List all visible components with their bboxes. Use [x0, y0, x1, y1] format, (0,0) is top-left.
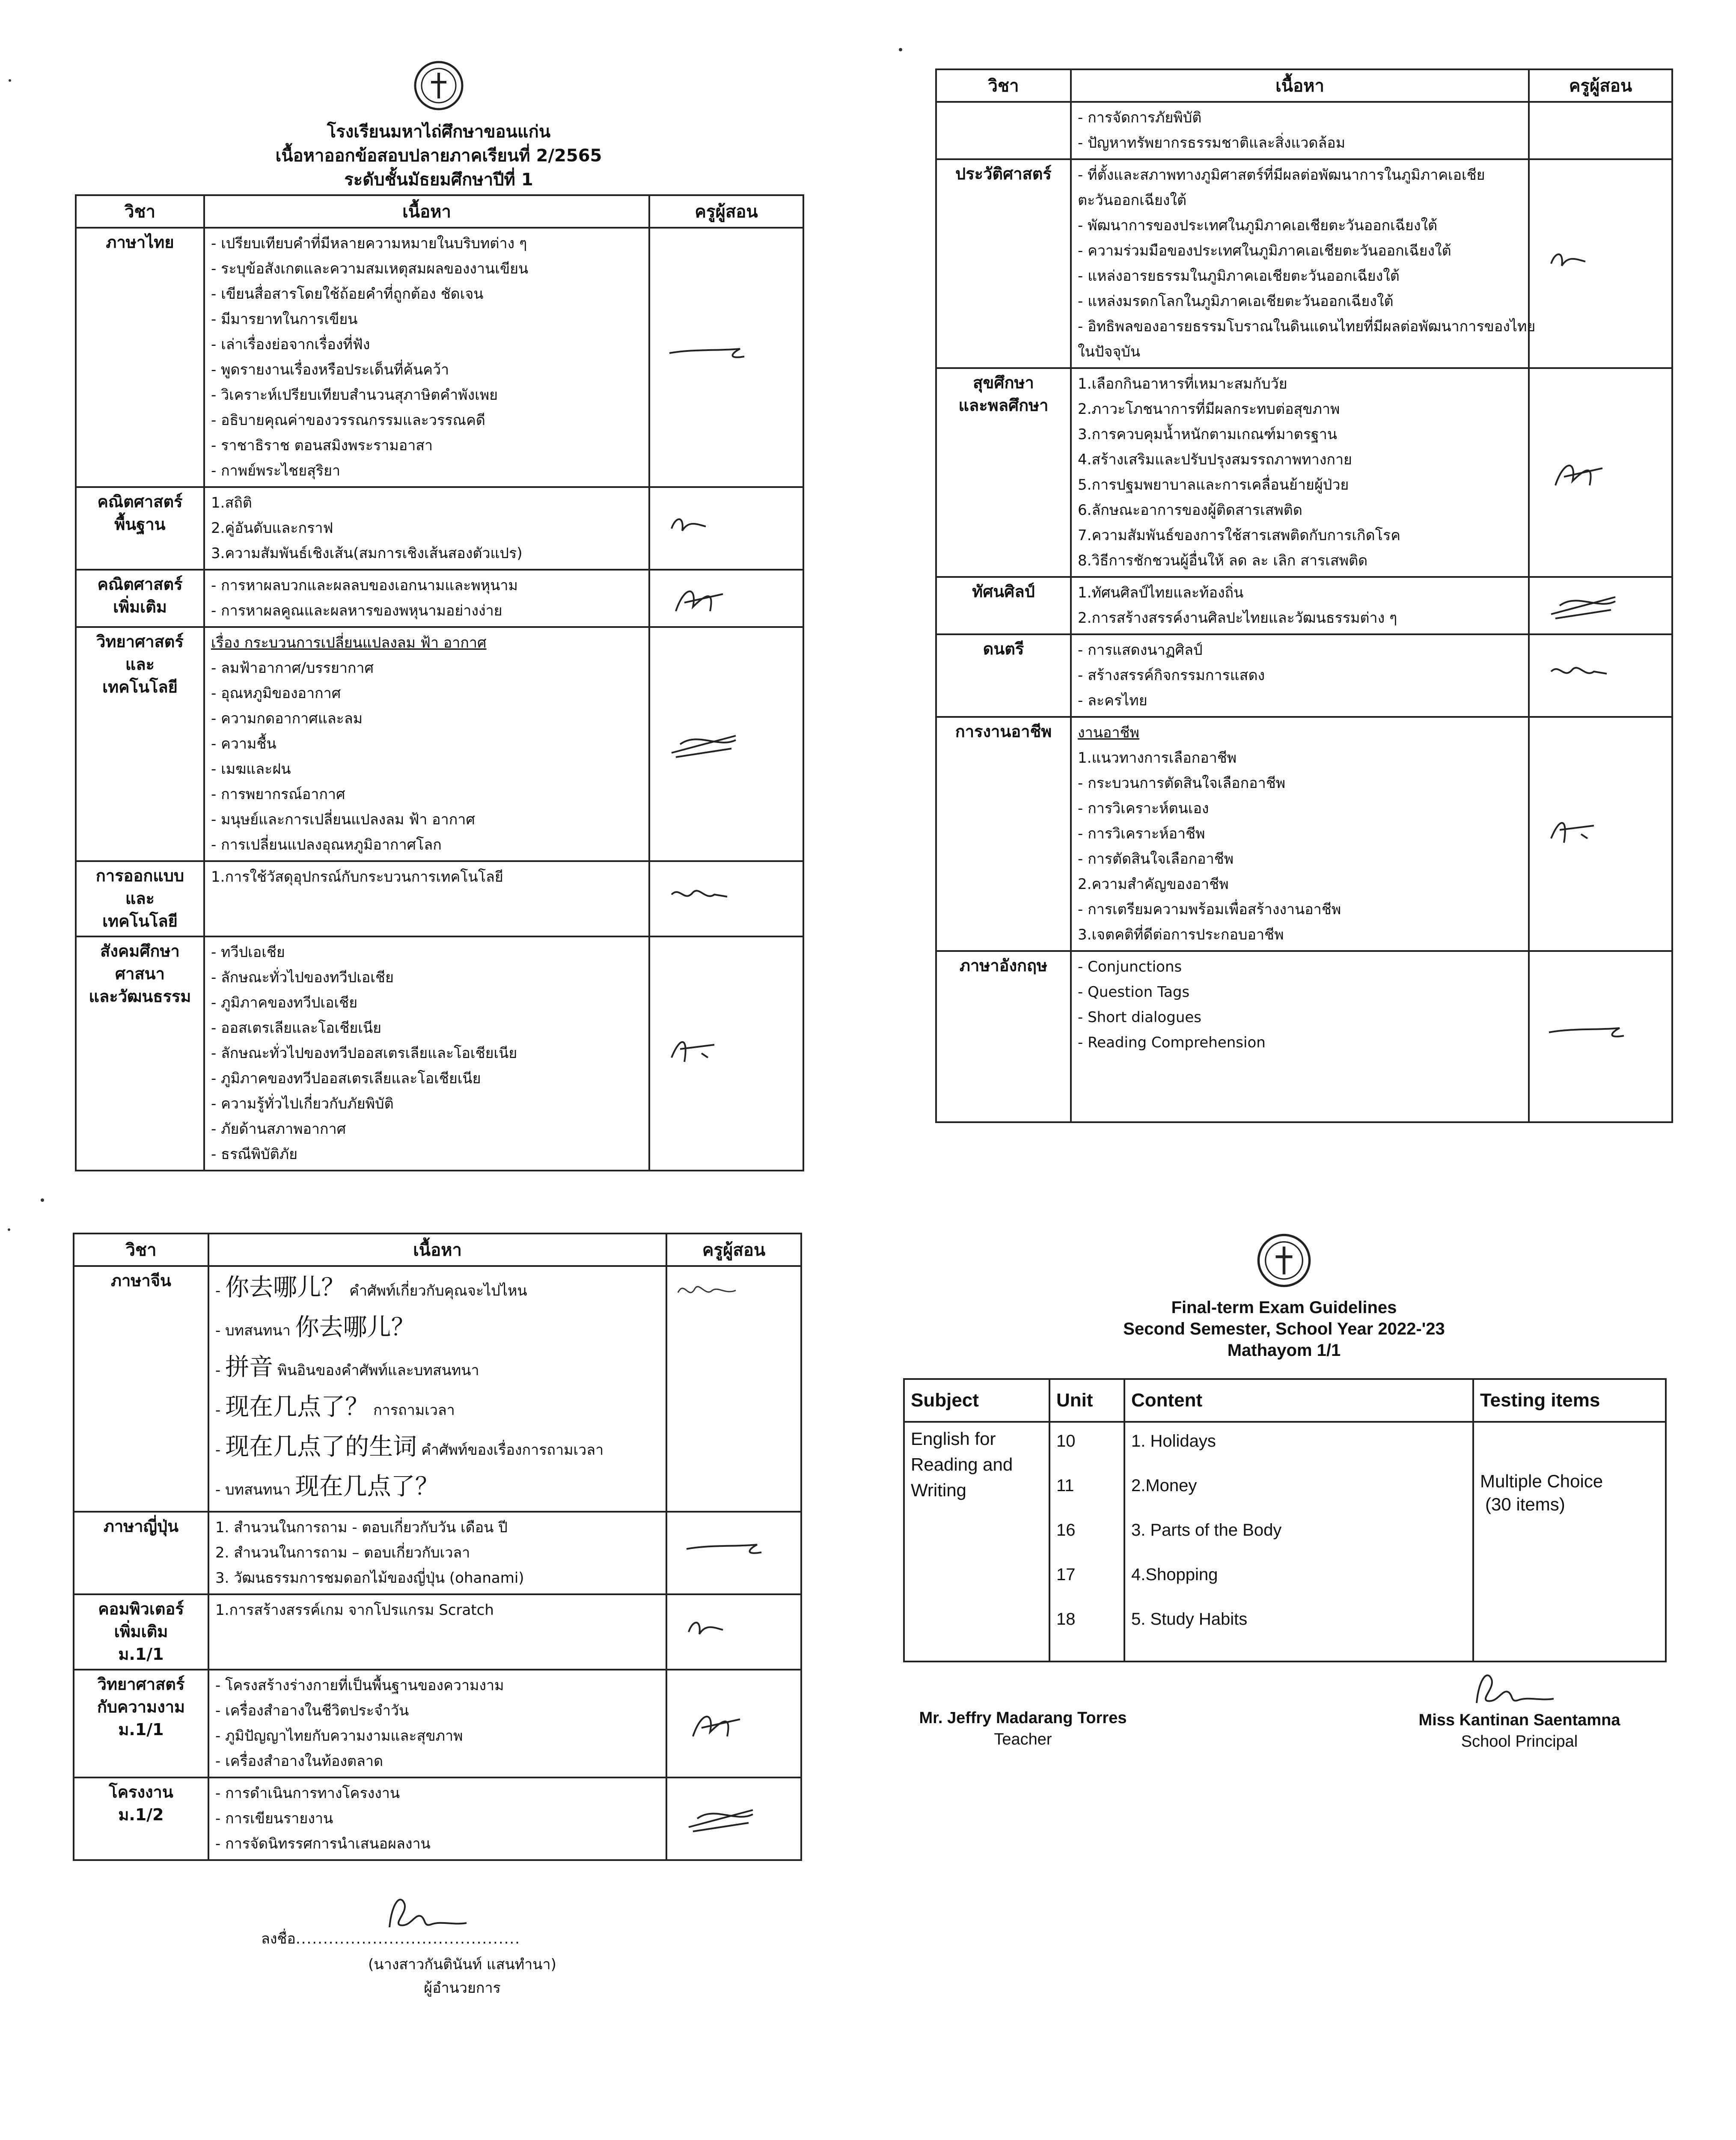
table-row [74, 1777, 801, 1860]
teacher-signature-cell [1529, 159, 1672, 368]
content-line: - ความกดอากาศและลม [211, 710, 363, 727]
table-row [936, 159, 1672, 368]
exam-content-panel-1 [75, 60, 803, 1171]
content-table [75, 194, 804, 1171]
subject-label: ม.1/2 [118, 1805, 164, 1824]
header-teacher: ครูผู้สอน [666, 1233, 801, 1266]
teacher-signature [1547, 1015, 1632, 1058]
teacher-signature [684, 1797, 770, 1840]
content-cell [208, 1777, 666, 1860]
teacher-role: Teacher [994, 1730, 1052, 1748]
table-row [936, 368, 1672, 577]
content-cell [204, 228, 649, 487]
content-line: - ความชื้น [211, 735, 276, 752]
content-line: - Conjunctions [1078, 958, 1182, 975]
content-line: - อิทธิพลของอารยธรรมโบราณในดินแดนไทยที่มีผลต่อพัฒนาการของไทย [1078, 318, 1536, 335]
content-line: - แหล่งมรดกโลกในภูมิภาคเอเชียตะวันออกเฉียงใต้ [1078, 293, 1394, 310]
teacher-signature-cell [649, 570, 803, 627]
unit-value: 18 [1056, 1610, 1076, 1629]
teacher-name: Mr. Jeffry Madarang Torres [919, 1709, 1127, 1727]
subject-label: ดนตรี [983, 639, 1024, 658]
content-line: - ปัญหาทรัพยากรธรรมชาติและสิ่งแวดล้อม [1078, 134, 1346, 152]
scan-speck [9, 79, 11, 82]
subject-label: เทคโนโลยี [102, 912, 178, 931]
subject-label: และวัฒนธรรม [89, 987, 191, 1006]
chinese-phrase: 现在几点了？ [225, 1393, 369, 1421]
teacher-signature-cell [1529, 951, 1672, 1122]
thai-description: คำศัพท์เกี่ยวกับคุณจะไปไหน [349, 1282, 527, 1299]
teacher-signature-cell [1529, 634, 1672, 717]
english-guidelines-panel [903, 1233, 1665, 1834]
table-row [936, 577, 1672, 634]
guidelines-title: Final-term Exam Guidelines [1171, 1298, 1397, 1317]
content-line: 7.ความสัมพันธ์ของการใช้สารเสพติดกับการเกิดโรค [1078, 527, 1400, 544]
teacher-signature [684, 1611, 770, 1653]
exam-subtitle: เนื้อหาออกข้อสอบปลายภาคเรียนที่ 2/2565 [275, 146, 602, 166]
content-line: 3.ความสัมพันธ์เชิงเส้น(สมการเชิงเส้นสองตัวแปร) [211, 545, 523, 562]
chinese-content-line [215, 1429, 660, 1468]
content-line: 2.คู่อันดับและกราฟ [211, 520, 333, 537]
teacher-signature-cell [666, 1777, 801, 1860]
scan-speck [41, 1198, 44, 1202]
chinese-phrase: 拼音 [225, 1353, 273, 1381]
content-line: - เล่าเรื่องย่อจากเรื่องที่ฟัง [211, 336, 370, 353]
content-line: - ภัยด้านสภาพอากาศ [211, 1120, 346, 1138]
content-item: 1. Holidays [1131, 1432, 1216, 1450]
content-cell [1071, 159, 1536, 368]
content-cell [1071, 577, 1529, 634]
table-row [936, 634, 1672, 717]
principal-name-thai: (นางสาวกันตินันท์ แสนทำนา) [368, 1956, 556, 1973]
content-line: - ภูมิภาคของทวีปเอเชีย [211, 994, 358, 1011]
content-cell [1071, 102, 1529, 159]
content-line: - โครงสร้างร่างกายที่เป็นพื้นฐานของความงาม [215, 1676, 504, 1694]
content-cell [204, 936, 649, 1171]
subject-label: สังคมศึกษา [100, 941, 180, 960]
teacher-signature [1547, 654, 1632, 697]
table-row [76, 228, 803, 487]
line-prefix: - [215, 1402, 226, 1419]
content-line: - ภูมิภาคของทวีปออสเตรเลียและโอเชียเนีย [211, 1070, 481, 1087]
subject-cell [74, 1670, 208, 1777]
content-line: - Short dialogues [1078, 1009, 1201, 1026]
content-line: - เปรียบเทียบคำที่มีหลายความหมายในบริบทต่าง ๆ [211, 235, 527, 252]
teacher-signature-cell [649, 228, 803, 487]
line-prefix: - [215, 1362, 226, 1379]
teacher-signature [684, 1702, 770, 1745]
content-line: 4.สร้างเสริมและปรับปรุงสมรรถภาพทางกาย [1078, 451, 1352, 468]
content-cell [208, 1266, 666, 1512]
content-line: - ความรู้ทั่วไปเกี่ยวกับภัยพิบัติ [211, 1095, 394, 1112]
teacher-signature-cell [649, 936, 803, 1171]
subject-label: คณิตศาสตร์ [97, 492, 183, 511]
chinese-phrase: 现在几点了？ [295, 1473, 439, 1501]
content-item: 4.Shopping [1131, 1565, 1218, 1584]
teacher-signature [667, 877, 753, 920]
thai-description: พินอินของคำศัพท์และบทสนทนา [277, 1362, 479, 1379]
header-unit: Unit [1049, 1379, 1124, 1422]
content-cell [208, 1594, 666, 1670]
content-line: - Reading Comprehension [1078, 1034, 1266, 1051]
content-line: งานอาชีพ [1078, 724, 1139, 741]
subject-cell [76, 627, 204, 861]
chinese-content-line [215, 1389, 660, 1429]
table-row [904, 1422, 1666, 1661]
principal-role: School Principal [1461, 1733, 1578, 1751]
content-table [73, 1233, 802, 1861]
thai-description: การถามเวลา [373, 1402, 455, 1419]
subject-label: เทคโนโลยี [102, 678, 178, 697]
table-row [936, 951, 1672, 1122]
table-header-row [904, 1379, 1666, 1422]
line-prefix: - [215, 1282, 226, 1299]
subject-label: ม.1/1 [118, 1645, 164, 1664]
subject-label: ม.1/1 [118, 1720, 164, 1739]
content-line: - การจัดนิทรรศการนำเสนอผลงาน [215, 1835, 431, 1852]
subject-label: การงานอาชีพ [955, 722, 1052, 741]
grade-level: ระดับชั้นมัธยมศึกษาปีที่ 1 [344, 170, 533, 190]
table-header-row [74, 1233, 801, 1266]
table-header-row [936, 69, 1672, 102]
content-line: - เครื่องสำอางในชีวิตประจำวัน [215, 1702, 409, 1719]
teacher-signature [667, 336, 753, 379]
content-line: - อุณหภูมิของอากาศ [211, 685, 341, 702]
content-line: - ราชาธิราช ตอนสมิงพระรามอาสา [211, 437, 433, 454]
subject-cell [936, 368, 1071, 577]
table-row [76, 570, 803, 627]
subject-label: วิทยาศาสตร์ [97, 1674, 185, 1694]
content-line: 1. สำนวนในการถาม - ตอบเกี่ยวกับวัน เดือน ปี [215, 1519, 508, 1536]
thai-description: คำศัพท์ของเรื่องการถามเวลา [421, 1442, 604, 1459]
unit-value: 11 [1056, 1476, 1074, 1495]
content-line: - เครื่องสำอางในท้องตลาด [215, 1752, 383, 1770]
teacher-signature [667, 507, 753, 550]
header-subject: Subject [904, 1379, 1049, 1422]
content-line: 5.การปฐมพยาบาลและการเคลื่อนย้ายผู้ป่วย [1078, 476, 1349, 493]
content-line: - การแสดงนาฏศิลป์ [1078, 642, 1203, 659]
school-name: โรงเรียนมหาไถ่ศึกษาขอนแก่น [327, 122, 551, 142]
table-row [936, 717, 1672, 951]
content-line: 1.ทัศนศิลป์ไทยและท้องถิ่น [1078, 584, 1244, 601]
content-item: 2.Money [1131, 1476, 1197, 1495]
subject-label: ทัศนศิลป์ [972, 582, 1035, 601]
content-line: - ทวีปเอเชีย [211, 943, 285, 961]
school-crest-icon [413, 60, 464, 111]
content-line: - วิเคราะห์เปรียบเทียบสำนวนสุภาษิตคำพังเพย [211, 386, 498, 404]
content-line: 1.สถิติ [211, 494, 252, 511]
teacher-signature [1547, 584, 1632, 627]
english-exam-table [903, 1378, 1667, 1662]
chinese-phrase: 现在几点了的生词 [225, 1433, 417, 1461]
unit-value: 16 [1056, 1521, 1076, 1540]
teacher-signature [667, 723, 753, 766]
content-cell [204, 627, 649, 861]
teacher-signature-cell [666, 1670, 801, 1777]
content-line: - มีมารยาทในการเขียน [211, 311, 358, 328]
line-prefix: - บทสนทนา [215, 1481, 295, 1498]
content-line: - กาพย์พระไชยสุริยา [211, 462, 341, 479]
table-row-chinese [74, 1266, 801, 1512]
exam-content-panel-2 [935, 68, 1671, 1123]
content-line: - ธรณีพิบัติภัย [211, 1145, 298, 1163]
subject-cell [936, 159, 1071, 368]
content-line: ตะวันออกเฉียงใต้ [1078, 192, 1187, 209]
content-line: - การหาผลบวกและผลลบของเอกนามและพหุนาม [211, 577, 518, 594]
subject-cell: English for Reading and Writing [904, 1422, 1049, 1661]
content-item: 3. Parts of the Body [1131, 1521, 1282, 1540]
unit-value: 17 [1056, 1565, 1076, 1584]
teacher-signature-cell [1529, 577, 1672, 634]
chinese-phrase: 你去哪儿？ [225, 1274, 345, 1302]
header-content: เนื้อหา [1071, 69, 1529, 102]
content-line: - การวิเคราะห์ตนเอง [1078, 800, 1209, 817]
content-line: - การเขียนรายงาน [215, 1810, 333, 1827]
content-line: - พูดรายงานเรื่องหรือประเด็นที่ค้นคว้า [211, 361, 449, 378]
header-testing-items: Testing items [1473, 1379, 1666, 1422]
content-cell [1071, 634, 1529, 717]
content-line: - การเปลี่ยนแปลงอุณหภูมิอากาศโลก [211, 836, 442, 853]
subject-label: ศาสนา [115, 964, 165, 983]
content-line: - การวิเคราะห์อาชีพ [1078, 825, 1205, 842]
content-line: 6.ลักษณะอาการของผู้ติดสารเสพติด [1078, 502, 1302, 519]
content-line: - ที่ตั้งและสภาพทางภูมิศาสตร์ที่มีผลต่อพัฒนาการในภูมิภาคเอเชีย [1078, 166, 1485, 184]
teacher-signature-cell [649, 861, 803, 936]
content-line: - ละครไทย [1078, 692, 1147, 709]
teacher-signature-cell [1529, 102, 1672, 159]
content-line: 2.การสร้างสรรค์งานศิลปะไทยและวัฒนธรรมต่าง ๆ [1078, 609, 1397, 627]
subject-cell [74, 1512, 208, 1594]
principal-role-thai: ผู้อำนวยการ [424, 1979, 501, 1997]
line-prefix: - [215, 1442, 226, 1459]
content-cell [1071, 368, 1529, 577]
teacher-signature [1547, 813, 1632, 856]
header-teacher: ครูผู้สอน [1529, 69, 1672, 102]
subject-cell [76, 936, 204, 1171]
table-row [74, 1512, 801, 1594]
teacher-signature-cell [649, 627, 803, 861]
content-line: - การพยากรณ์อากาศ [211, 786, 345, 803]
content-line: - การตัดสินใจเลือกอาชีพ [1078, 850, 1234, 868]
subject-cell [74, 1594, 208, 1670]
teacher-signature [684, 1532, 770, 1575]
content-line: - ลักษณะทั่วไปของทวีปเอเชีย [211, 969, 394, 986]
scan-speck [8, 1228, 10, 1231]
subject-label: สุขศึกษา [973, 373, 1034, 392]
scan-speck [899, 48, 902, 51]
content-line: - ลักษณะทั่วไปของทวีปออสเตรเลียและโอเชียเนีย [211, 1044, 517, 1062]
subject-cell [76, 487, 204, 570]
teacher-signature-cell [666, 1512, 801, 1594]
chinese-content-line [215, 1468, 660, 1508]
table-row [76, 936, 803, 1171]
content-line: - สร้างสรรค์กิจกรรมการแสดง [1078, 667, 1265, 684]
subject-cell [936, 577, 1071, 634]
content-cell [1124, 1422, 1473, 1661]
content-line: 2.ภาวะโภชนาการที่มีผลกระทบต่อสุขภาพ [1078, 401, 1340, 418]
sign-label: ลงชื่อ [261, 1930, 296, 1947]
content-line: - กระบวนการตัดสินใจเลือกอาชีพ [1078, 775, 1286, 792]
subject-cell: ภาษาจีน [74, 1266, 208, 1512]
table-row [76, 627, 803, 861]
content-table [935, 68, 1673, 1123]
subject-label: ภาษาอังกฤษ [959, 956, 1048, 975]
guidelines-class: Mathayom 1/1 [1227, 1341, 1341, 1360]
content-line: - แหล่งอารยธรรมในภูมิภาคเอเชียตะวันออกเฉียงใต้ [1078, 268, 1400, 285]
header-subject: วิชา [936, 69, 1071, 102]
subject-label: วิทยาศาสตร์และ [96, 632, 184, 674]
header-content: เนื้อหา [204, 195, 649, 228]
content-line: 1.เลือกกินอาหารที่เหมาะสมกับวัย [1078, 375, 1287, 392]
content-line: เรื่อง กระบวนการเปลี่ยนแปลงลม ฟ้า อากาศ [211, 634, 487, 651]
content-cell [204, 487, 649, 570]
content-line: - เขียนสื่อสารโดยใช้ถ้อยคำที่ถูกต้อง ชัดเจน [211, 285, 484, 303]
unit-value: 10 [1056, 1432, 1076, 1450]
teacher-signature-cell [1529, 717, 1672, 951]
chinese-phrase: 你去哪儿？ [295, 1314, 415, 1341]
content-line: - พัฒนาการของประเทศในภูมิภาคเอเชียตะวันออกเฉียงใต้ [1078, 217, 1438, 234]
teacher-signature [1547, 242, 1632, 285]
line-prefix: - บทสนทนา [215, 1322, 295, 1339]
content-line: 8.วิธีการชักชวนผู้อื่นให้ ลด ละ เลิก สารเสพติด [1078, 552, 1368, 569]
content-line: 1.แนวทางการเลือกอาชีพ [1078, 749, 1237, 767]
content-cell [204, 861, 649, 936]
content-line: 2.ความสำคัญของอาชีพ [1078, 876, 1229, 893]
content-cell [208, 1512, 666, 1594]
teacher-signature [1547, 451, 1632, 494]
principal-signature [1468, 1662, 1562, 1714]
content-line: 1.การใช้วัสดุอุปกรณ์กับกระบวนการเทคโนโลยี [211, 868, 503, 886]
content-line: - อธิบายคุณค่าของวรรณกรรมและวรรณคดี [211, 412, 485, 429]
subject-label: คอมพิวเตอร์ [98, 1599, 184, 1618]
table-row [76, 861, 803, 936]
table-row [936, 102, 1672, 159]
header-subject: วิชา [76, 195, 204, 228]
content-line: - ลมฟ้าอากาศ/บรรยากาศ [211, 660, 374, 677]
content-line: - การดำเนินการทางโครงงาน [215, 1784, 400, 1802]
chinese-content-line [215, 1269, 660, 1309]
subject-label: โครงงาน [109, 1782, 173, 1801]
teacher-signature-cell [666, 1594, 801, 1670]
content-line: - ออสเตรเลียและโอเชียเนีย [211, 1019, 382, 1037]
chinese-content-line [215, 1349, 660, 1389]
content-line: - การหาผลคูณและผลหารของพหุนามอย่างง่าย [211, 602, 502, 619]
content-cell [1071, 717, 1529, 951]
subject-cell [936, 102, 1071, 159]
content-line: - มนุษย์และการเปลี่ยนแปลงลม ฟ้า อากาศ [211, 811, 475, 828]
content-cell [204, 570, 649, 627]
table-header-row [76, 195, 803, 228]
table-row [76, 487, 803, 570]
table-row [74, 1670, 801, 1777]
subject-cell [76, 570, 204, 627]
subject-cell [936, 717, 1071, 951]
content-line: ในปัจจุบัน [1078, 343, 1141, 360]
testing-cell [1473, 1422, 1666, 1661]
table-row [74, 1594, 801, 1670]
guidelines-semester: Second Semester, School Year 2022-'23 [1123, 1320, 1445, 1338]
subject-label: คณิตศาสตร์ [97, 575, 183, 594]
header-content: เนื้อหา [208, 1233, 666, 1266]
content-line: - Question Tags [1078, 984, 1190, 1001]
subject-cell [936, 634, 1071, 717]
testing-count: (30 items) [1485, 1494, 1565, 1514]
subject-label: กับความงาม [97, 1697, 185, 1716]
subject-label: เพิ่มเติม [114, 1622, 168, 1641]
header-teacher: ครูผู้สอน [649, 195, 803, 228]
teacher-signature-cell [666, 1266, 801, 1512]
subject-label: ประวัติศาสตร์ [955, 164, 1052, 183]
content-line: 3. วัฒนธรรมการชมดอกไม้ของญี่ปุ่น (ohanami) [215, 1569, 524, 1587]
content-line: 2. สำนวนในการถาม – ตอบเกี่ยวกับเวลา [215, 1544, 470, 1561]
content-line: - ระบุข้อสังเกตและความสมเหตุสมผลของงานเขียน [211, 260, 529, 277]
principal-name: Miss Kantinan Saentamna [1418, 1711, 1620, 1729]
header-subject: วิชา [74, 1233, 208, 1266]
content-line: - เมฆและฝน [211, 761, 291, 778]
content-line: 1.การสร้างสรรค์เกม จากโปรแกรม Scratch [215, 1602, 494, 1619]
teacher-signature [676, 1275, 744, 1305]
teacher-signature [667, 577, 753, 620]
subject-label: ภาษาญี่ปุ่น [103, 1517, 179, 1536]
subject-label: ภาษาไทย [106, 233, 174, 252]
subject-cell [936, 951, 1071, 1122]
content-line: - ภูมิปัญญาไทยกับความงามและสุขภาพ [215, 1727, 463, 1745]
subject-cell [74, 1777, 208, 1860]
principal-signature [381, 1887, 475, 1938]
teacher-signature-cell [649, 487, 803, 570]
testing-type: Multiple Choice [1480, 1471, 1603, 1491]
content-line: 3.เจตคติที่ดีต่อการประกอบอาชีพ [1078, 926, 1284, 943]
subject-label: การออกแบบและ [95, 866, 184, 908]
subject-cell [76, 861, 204, 936]
subject-cell [76, 228, 204, 487]
teacher-signature-cell [1529, 368, 1672, 577]
content-line: 3.การควบคุมน้ำหนักตามเกณฑ์มาตรฐาน [1078, 426, 1338, 443]
teacher-signature [667, 1032, 753, 1075]
header-content: Content [1124, 1379, 1473, 1422]
content-line: - การเตรียมความพร้อมเพื่อสร้างงานอาชีพ [1078, 901, 1341, 918]
content-line: - ความร่วมมือของประเทศในภูมิภาคเอเชียตะวันออกเฉียงใต้ [1078, 242, 1451, 259]
school-crest-icon [1256, 1233, 1312, 1288]
content-item: 5. Study Habits [1131, 1610, 1248, 1629]
subject-label: พื้นฐาน [114, 515, 166, 534]
subject-label: และพลศึกษา [958, 396, 1049, 415]
content-cell [1071, 951, 1529, 1122]
chinese-content-line [215, 1309, 660, 1349]
exam-content-panel-3: วิชา เนื้อหา ครูผู้สอน ภาษาจีน - 你去哪儿？ คำศัพท์เกี่ยวกับคุณจะไปไหน - บทสนทนา 你去哪儿？ - 拼音 พินอินของคำศัพท์และบทสนทนา - 现在几点了？ การถามเวลา - 现在几点了的生词 คำศัพท์ของเรื่องการถามเวลา - บทสนทนา 现在几点了？ ภาษาญี่ปุ่น 1. สำนวนในการถาม - ตอบเกี่ยวกับวัน เดือน ปี 2. สำนวนในการถาม – ตอบเกี่ยวกับเวลา 3. วัฒนธรรมการชมดอกไม้ของญี่ปุ่น (ohanami) คอมพิวเตอร์ เพิ่มเติม ม.1/1 1.การสร้างสรรค์เกม จากโปรแกรม Scratch วิทยาศาสตร์ กับความงาม ม.1/1 - โครงสร้างร่างกายที่เป็นพื้นฐานของความงาม - เครื่องสำอางในชีวิตประจำวัน - ภูมิปัญญาไทยกับความงามและสุขภาพ - เครื่องสำอางในท้องตลาด โครงงาน ม.1/2 - การดำเนินการทางโครงงาน - การเขียนรายงาน - การจัดนิทรรศการนำเสนอผลงาน ลงชื่อ......................................... (นางสาวกันตินันท์ แสนทำนา) ผู้อำนวยการ [73, 1233, 800, 2032]
subject-label: เพิ่มเติม [113, 597, 167, 617]
content-cell [208, 1670, 666, 1777]
content-line: - การจัดการภัยพิบัติ [1078, 109, 1202, 126]
unit-cell [1049, 1422, 1124, 1661]
